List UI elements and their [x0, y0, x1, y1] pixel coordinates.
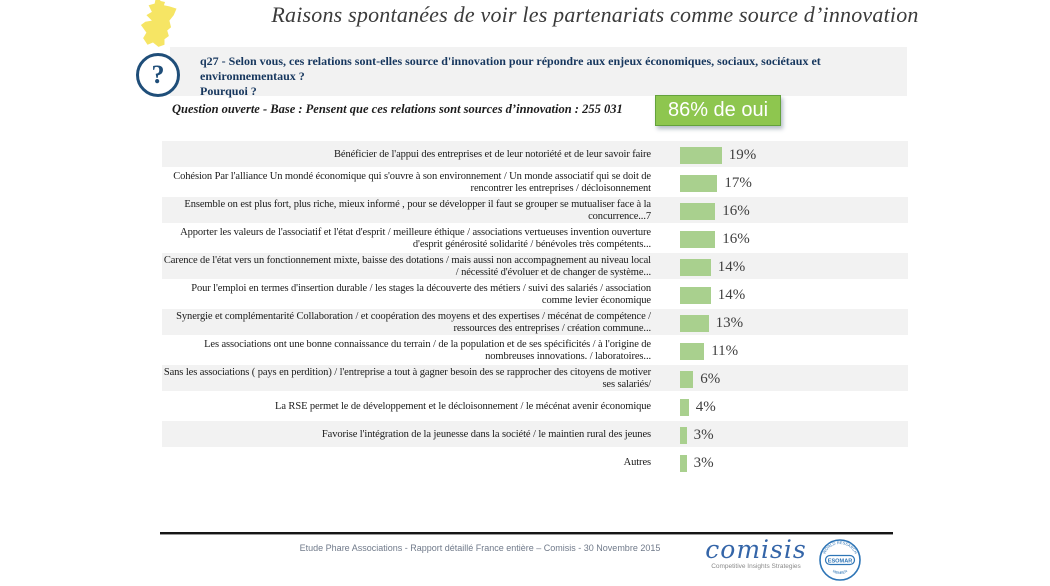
bar-row [162, 141, 908, 169]
bar-label: Pour l'emploi en termes d'insertion durable / les stages la découverte des métiers / suivi des salariés / association comme levier économique [191, 282, 651, 306]
bar-row [162, 393, 908, 421]
bar-label: Apporter les valeurs de l'associatif et l'état d'esprit / meilleure éthique / associations vertueuses invention ouverture d'esprit générosité solidarité / bénévoles très compétents... [180, 226, 651, 250]
question-mark-glyph: ? [151, 60, 165, 89]
bar-value: 11% [711, 342, 739, 359]
bar-label: Sans les associations ( pays en perdition) / l'entreprise a tout à gagner besoin des se rapprocher des citoyens de motiver ses salariés/ [163, 366, 651, 390]
bar-row [162, 281, 908, 309]
bar-row [162, 337, 908, 365]
bar [680, 371, 693, 388]
bar-label: Synergie et complémentarité Collaboration / et coopération des moyens et des expertises / mécénat de compétence / ressources des entreprises / création commune... [176, 310, 651, 334]
bar-value: 17% [724, 174, 752, 191]
page-title: Raisons spontanées de voir les partenariats comme source d’innovation [271, 2, 919, 27]
bar [680, 455, 687, 472]
esomar-label: ESOMAR [827, 558, 853, 565]
bar-label: Ensemble on est plus fort, plus riche, mieux informé , pour se développer il faut se grouper se mutualiser face à la concurrence...7 [184, 198, 651, 222]
bar-label: Carence de l'état vers un fonctionnement mixte, baisse des dotations / mais aussi non accompagnement au niveau local / nécessité d'évoluer et de changer de système... [163, 254, 651, 278]
france-map-icon [124, 0, 194, 48]
bar [680, 203, 715, 220]
esomar-arc-bottom: MEMBER [832, 569, 848, 576]
bar-value: 4% [695, 398, 716, 415]
bar-row [162, 169, 908, 197]
bar [680, 259, 711, 276]
bar [680, 175, 717, 192]
bar-row [162, 421, 908, 449]
bar [680, 231, 715, 248]
bar [680, 343, 704, 360]
bar [680, 315, 709, 332]
bar-label: Les associations ont une bonne connaissance du terrain / de la population et de ses spécificités / à l'origine de nombreuses innovations. / laboratoires... [204, 338, 651, 362]
bar-chart [162, 141, 908, 477]
bar-value: 13% [715, 314, 744, 331]
yes-percentage-badge: 86% de oui [655, 95, 781, 126]
bar-value: 3% [693, 426, 714, 443]
bar [680, 287, 711, 304]
esomar-logo [818, 538, 862, 582]
bar-label: Cohésion Par l'alliance Un mondé économique qui s'ouvre à son environnement / Un monde associatif qui se doit de rencontrer les entreprises / décloisonnement [173, 170, 651, 194]
bar-row [162, 449, 908, 477]
bar-label: Favorise l'intégration de la jeunesse dans la société / le maintien rural des jeunes [321, 428, 651, 440]
bar [680, 147, 722, 164]
bar-value: 6% [700, 370, 721, 387]
bar-label: Autres [623, 456, 651, 468]
bar-row [162, 309, 908, 337]
comisis-logo [700, 535, 812, 570]
base-note: Question ouverte - Base : Pensent que ces relations sont sources d’innovation : 255 031 [172, 102, 623, 116]
bar-value: 14% [717, 286, 746, 303]
bar-value: 3% [693, 454, 714, 471]
bar-value: 16% [722, 230, 750, 247]
bar [680, 399, 689, 416]
question-mark-icon [136, 53, 180, 97]
comisis-wordmark: comisis [705, 535, 807, 564]
bar-row [162, 253, 908, 281]
comisis-tagline: Competitive Insights Strategies [711, 563, 801, 570]
bar-value: 19% [728, 146, 757, 163]
question-text-line2: Pourquoi ? [200, 84, 257, 98]
bar-value: 14% [717, 258, 746, 275]
question-box [170, 47, 907, 96]
bar-label: La RSE permet le de développement et le décloisonnement / le mécénat avenir économique [275, 400, 651, 412]
bar-label: Bénéficier de l'appui des entreprises et de leur notoriété et de leur savoir faire [333, 148, 651, 160]
esomar-arc-top: WORLD RESEARCH [821, 539, 859, 555]
bar-row [162, 197, 908, 225]
bar-row [162, 365, 908, 393]
footer-source-text: Etude Phare Associations - Rapport détaillé France entière – Comisis - 30 Novembre 2015 [299, 543, 661, 553]
bar-value: 16% [722, 202, 750, 219]
bar-row [162, 225, 908, 253]
bar [680, 427, 687, 444]
question-text-line1: q27 - Selon vous, ces relations sont-elles source d'innovation pour répondre aux enjeux économiques, sociaux, sociétaux et environnementaux ? [200, 54, 821, 83]
